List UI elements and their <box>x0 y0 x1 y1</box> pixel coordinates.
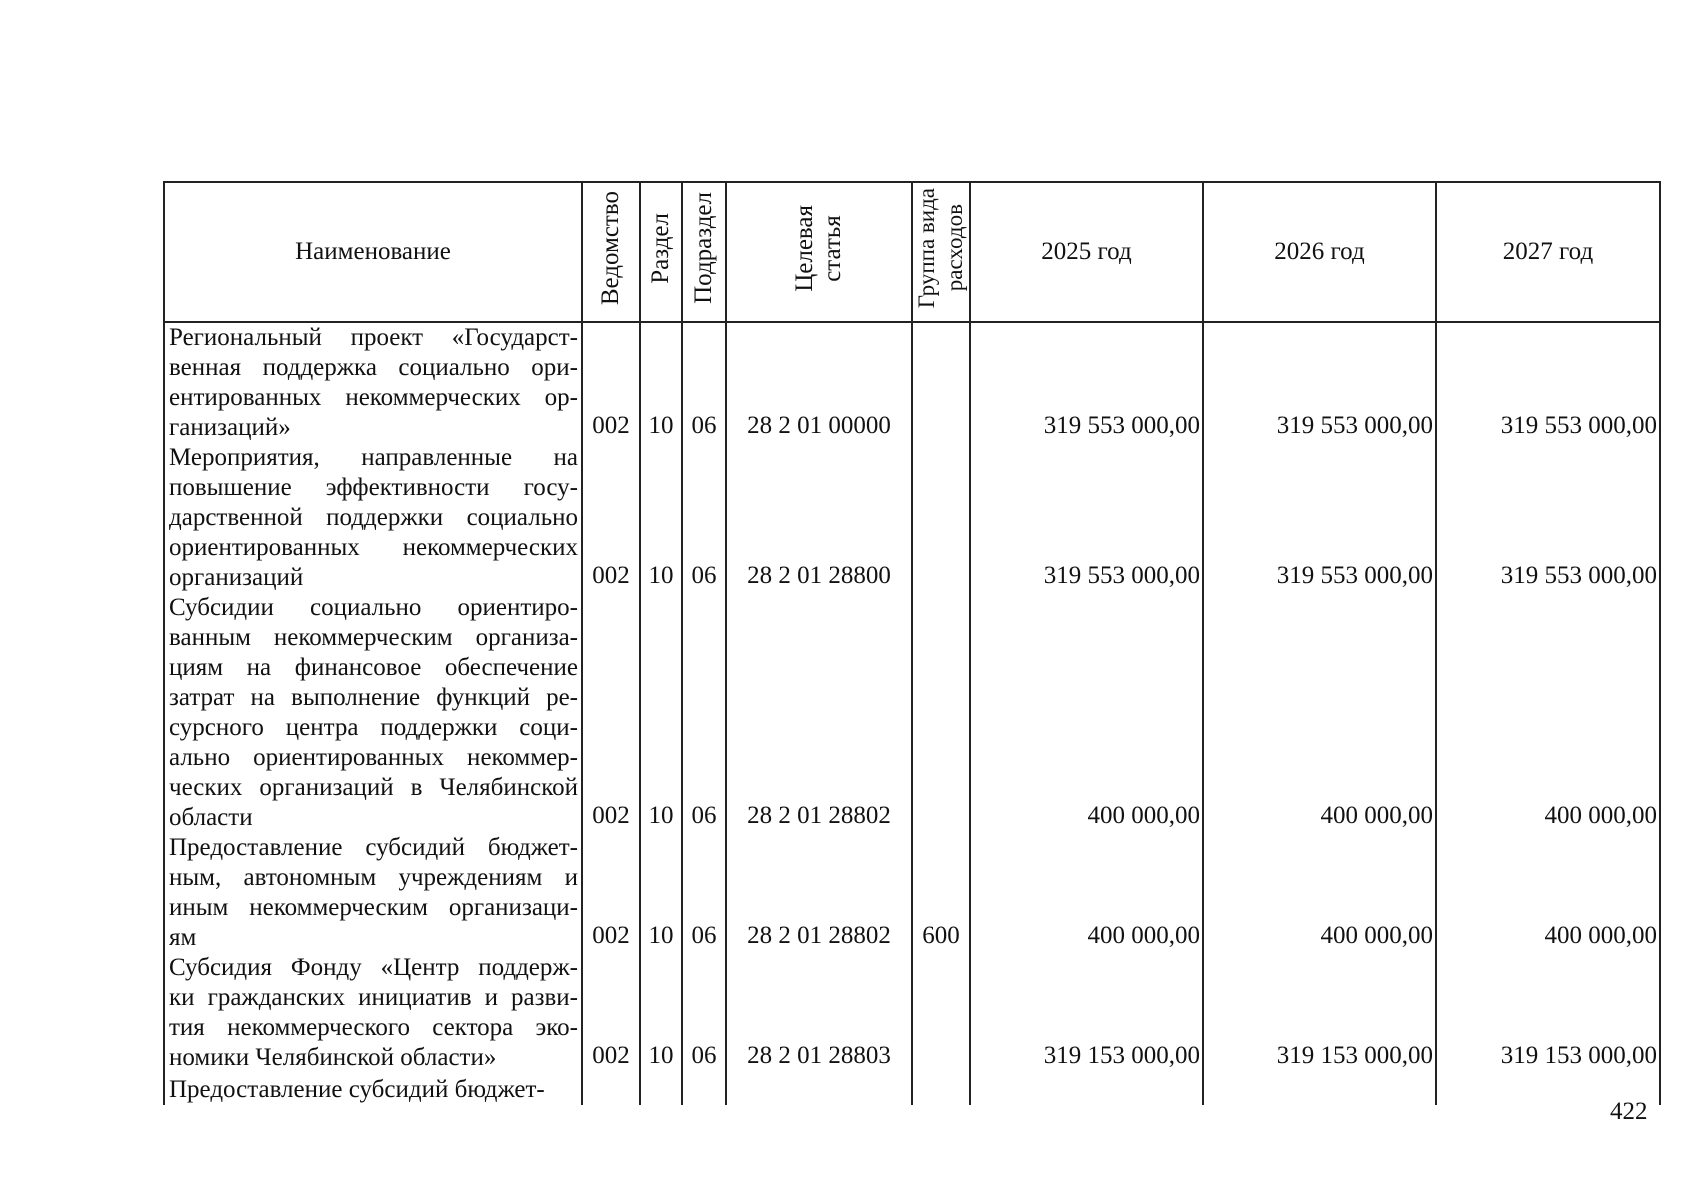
row-name-line: тия некоммерческого сектора эко- <box>169 1014 578 1041</box>
row-podrazdel: 06 <box>682 322 726 443</box>
row-celevaya-statya: 28 2 01 28802 <box>726 593 912 833</box>
row-name-line: затрат на выполнение функций ре- <box>169 684 578 711</box>
table-row <box>164 322 1660 443</box>
row-podrazdel: 06 <box>682 593 726 833</box>
row-value-2027: 400 000,00 <box>1436 593 1660 833</box>
row-name-line: области <box>169 804 253 831</box>
row-value-2027: 319 153 000,00 <box>1436 953 1660 1073</box>
row-vedomstvo: 002 <box>582 833 640 953</box>
row-name-line: Предоставление субсидий бюджет- <box>169 834 578 861</box>
row-vedomstvo: 002 <box>582 953 640 1073</box>
row-value-2026 <box>1203 1073 1436 1105</box>
row-name-line: ентированных некоммерческих ор- <box>169 384 578 411</box>
header-2026: 2026 год <box>1203 182 1436 322</box>
row-name-line: ки гражданских инициатив и разви- <box>169 984 578 1011</box>
row-name <box>164 593 582 833</box>
row-razdel: 10 <box>640 593 682 833</box>
row-value-2026: 400 000,00 <box>1203 833 1436 953</box>
row-name <box>164 322 582 443</box>
header-gruppa-vida-rashodov: Группа вида расходов <box>912 182 970 322</box>
row-value-2025: 400 000,00 <box>970 593 1203 833</box>
row-name-line: иным некоммерческим организаци- <box>169 894 578 921</box>
row-podrazdel: 06 <box>682 443 726 593</box>
row-razdel: 10 <box>640 443 682 593</box>
row-celevaya-statya: 28 2 01 28803 <box>726 953 912 1073</box>
header-row <box>164 182 1660 322</box>
row-name-line: ям <box>169 924 197 951</box>
row-razdel: 10 <box>640 953 682 1073</box>
row-name-line: номики Челябинской области» <box>169 1044 497 1071</box>
header-podrazdel: Подраздел <box>682 182 726 322</box>
table-row <box>164 593 1660 833</box>
row-value-2025 <box>970 1073 1203 1105</box>
row-celevaya-statya <box>726 1073 912 1105</box>
row-vedomstvo: 002 <box>582 593 640 833</box>
page-number: 422 <box>1610 1098 1648 1125</box>
row-name-line: организаций <box>169 564 304 591</box>
row-name-line: Субсидия Фонду «Центр поддерж- <box>169 954 578 981</box>
row-podrazdel: 06 <box>682 953 726 1073</box>
header-name: Наименование <box>164 182 582 322</box>
row-razdel <box>640 1073 682 1105</box>
row-name-line: циям на финансовое обеспечение <box>169 654 578 681</box>
row-name-line: ным, автономным учреждениям и <box>169 864 578 891</box>
row-razdel: 10 <box>640 833 682 953</box>
row-name-line: ческих организаций в Челябинской <box>169 774 578 801</box>
row-gruppa-vida-rashodov <box>912 443 970 593</box>
row-celevaya-statya: 28 2 01 00000 <box>726 322 912 443</box>
row-name-line: Региональный проект «Государст- <box>169 324 578 351</box>
row-gruppa-vida-rashodov <box>912 953 970 1073</box>
row-podrazdel <box>682 1073 726 1105</box>
row-name <box>164 443 582 593</box>
row-vedomstvo: 002 <box>582 322 640 443</box>
row-value-2026: 319 553 000,00 <box>1203 322 1436 443</box>
row-name-line: венная поддержка социально ори- <box>169 354 578 381</box>
header-celevaya-statya: Целевая статья <box>726 182 912 322</box>
row-podrazdel: 06 <box>682 833 726 953</box>
budget-table <box>163 181 1661 1105</box>
row-gruppa-vida-rashodov <box>912 1073 970 1105</box>
header-2025: 2025 год <box>970 182 1203 322</box>
table-row <box>164 833 1660 953</box>
row-vedomstvo <box>582 1073 640 1105</box>
row-name <box>164 953 582 1073</box>
row-value-2025: 400 000,00 <box>970 833 1203 953</box>
row-name <box>164 833 582 953</box>
row-value-2026: 400 000,00 <box>1203 593 1436 833</box>
row-value-2027: 400 000,00 <box>1436 833 1660 953</box>
row-name-line: ванным некоммерческим организа- <box>169 624 578 651</box>
row-vedomstvo: 002 <box>582 443 640 593</box>
row-value-2025: 319 553 000,00 <box>970 322 1203 443</box>
header-vedomstvo: Ведомство <box>582 182 640 322</box>
row-name-line: дарственной поддержки социально <box>169 504 578 531</box>
row-value-2027: 319 553 000,00 <box>1436 322 1660 443</box>
row-name-line: ально ориентированных некоммер- <box>169 744 578 771</box>
table-row <box>164 443 1660 593</box>
row-value-2025: 319 553 000,00 <box>970 443 1203 593</box>
row-celevaya-statya: 28 2 01 28800 <box>726 443 912 593</box>
row-name-line: ганизаций» <box>169 414 291 441</box>
row-gruppa-vida-rashodov: 600 <box>912 833 970 953</box>
table-row <box>164 1073 1660 1105</box>
row-value-2026: 319 553 000,00 <box>1203 443 1436 593</box>
row-name <box>164 1073 582 1105</box>
header-2027: 2027 год <box>1436 182 1660 322</box>
row-name-line: Мероприятия, направленные на <box>169 444 578 471</box>
row-razdel: 10 <box>640 322 682 443</box>
row-gruppa-vida-rashodov <box>912 322 970 443</box>
row-gruppa-vida-rashodov <box>912 593 970 833</box>
row-name-line: повышение эффективности госу- <box>169 474 578 501</box>
row-value-2025: 319 153 000,00 <box>970 953 1203 1073</box>
row-name-line: Субсидии социально ориентиро- <box>169 594 578 621</box>
row-value-2027: 319 553 000,00 <box>1436 443 1660 593</box>
row-celevaya-statya: 28 2 01 28802 <box>726 833 912 953</box>
table-row <box>164 953 1660 1073</box>
header-razdel: Раздел <box>640 182 682 322</box>
row-name-line: Предоставление субсидий бюджет- <box>169 1076 545 1103</box>
row-name-line: ориентированных некоммерческих <box>169 534 578 561</box>
row-name-line: сурсного центра поддержки соци- <box>169 714 578 741</box>
row-value-2026: 319 153 000,00 <box>1203 953 1436 1073</box>
